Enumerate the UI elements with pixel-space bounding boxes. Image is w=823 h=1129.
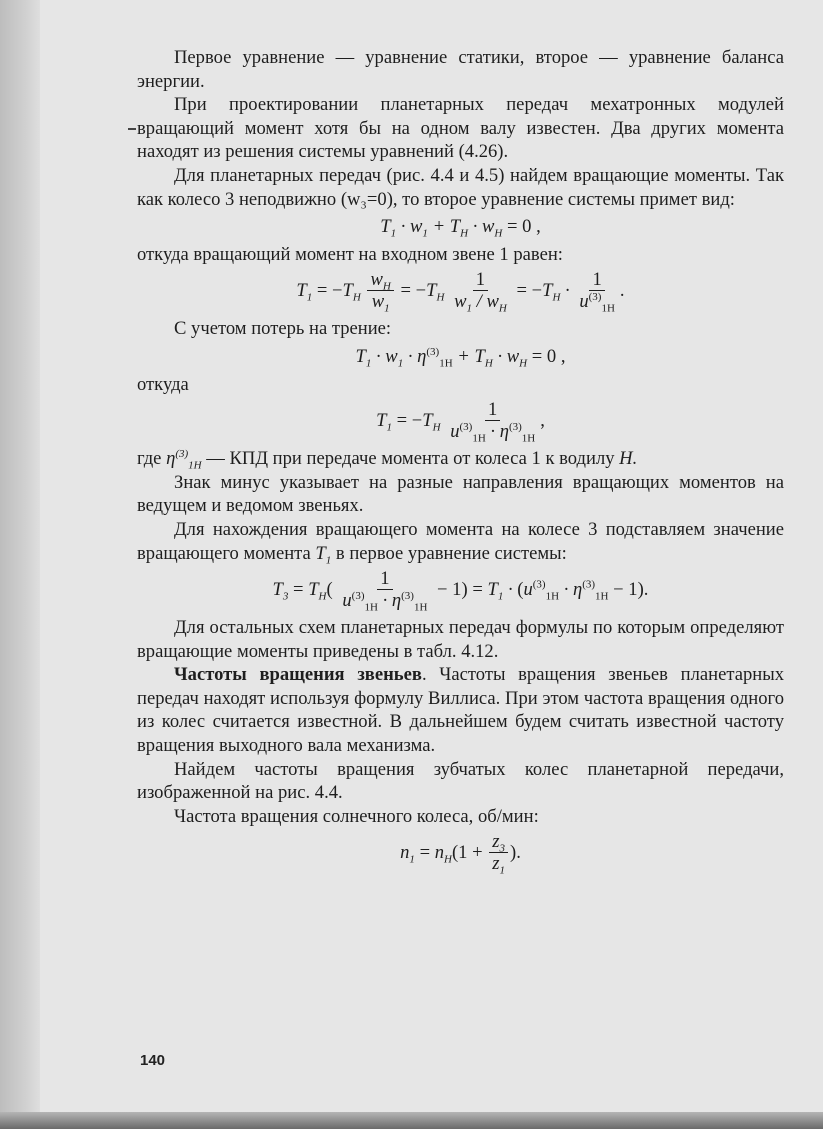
page-number: 140 [140,1052,166,1069]
formula-friction-balance: $T_1 \cdot w_1 \cdot \eta^{(3)}_{1H} + T_H \cdot w_H = 0$ , [355,345,566,370]
paragraph-equations-meaning: Первое уравнение — уравнение статики, второе — уравнение баланса энергии. [137,47,784,92]
page-body [137,46,784,879]
formula-wheel3-torque: $T_3 = T_H$( $\frac{1}{u^{(3)}_{1H} \cdot \eta^{(3)}_{1H}}$ − $1) = T_1 \cdot (u^{(3)}_{1H} \cdot \eta^{(3)}_{1H} - 1)$. [272,568,649,614]
formula-sun-gear-frequency: $n_1 = n_H(1$ + $\frac{z_3}{z_1}$ ). [400,831,521,878]
paragraph-wheel3-torque: Для нахождения вращающего момента на колесе 3 подставляем значение вращающего момента $T_1$ в первое уравнение системы: [137,518,784,567]
paragraph-gear-frequencies: Найдем частоты вращения зубчатых колес планетарной передачи, изображенной на рис. 4.4. [137,758,784,804]
hyphen-mark [128,128,136,130]
paragraph-efficiency-definition: где $\eta^{(3)}_{1H}$ — КПД при передаче момента от колеса 1 к водилу H. [137,447,638,472]
wheel3-text-b: в первое уравнение системы: [331,542,567,564]
paragraph-rotation-frequencies [137,663,784,757]
efficiency-text: — КПД при передаче момента от колеса 1 к водилу [201,448,620,470]
paragraph-planetary-torques: Для планетарных передач (рис. 4.4 и 4.5) найдем вращающие моменты. Так как колесо 3 неподвижно (w₃=0), то второе уравнение системы примет вид: [137,164,784,210]
paragraph-friction-losses: С учетом потерь на трение: [174,318,392,340]
paragraph-other-schemes: Для остальных схем планетарных передач формулы по которым определяют вращающие моменты приведены в табл. 4.12. [137,617,784,662]
wheel3-text-a: Для нахождения вращающего момента на колесе 3 подставляем значение вращающего момента [137,518,784,564]
scan-bottom-edge [0,1112,823,1129]
paragraph-minus-sign: Знак минус указывает на разные направления вращающих моментов на ведущем и ведомом звеньях. [137,471,784,517]
carrier-symbol: H. [619,448,638,470]
page-binding-shadow [0,0,40,1129]
rotation-text: . Частоты вращения звеньев планетарных передач находят используя формулу Виллиса. При этом частота вращения одного из колес считается известной. В дальнейшем будем считать известной частоту вращения выходного вала механизма. [137,664,784,757]
formula-torque-with-efficiency: $T_1 = -T_H$ $\frac{1}{u^{(3)}_{1H} \cdot \eta^{(3)}_{1H}}$ , [376,399,545,445]
paragraph-whence: откуда [137,373,189,395]
paragraph-design-torque: При проектировании планетарных передач мехатронных модулей вращающий момент хотя бы на одном валу известен. Два других момента находят из решения системы уравнений (4.26). [137,94,784,163]
efficiency-lead: где [137,448,162,470]
formula-input-torque: $T_1 = -T_H$ $\frac{w_H}{w_1}$ = $-T_H$ $\frac{1}{w_1 / w_H}$ = $-T_H$ · $\frac{1}{u^{(3)}_{1H}}$ . [296,269,625,316]
paragraph-sun-gear: Частота вращения солнечного колеса, об/мин: [174,805,539,827]
paragraph-input-torque: откуда вращающий момент на входном звене 1 равен: [137,243,563,265]
section-heading: Частоты вращения звеньев [174,664,422,686]
formula-power-balance: $T_1 \cdot w_1 + T_H \cdot w_H = 0$ , [380,216,541,240]
